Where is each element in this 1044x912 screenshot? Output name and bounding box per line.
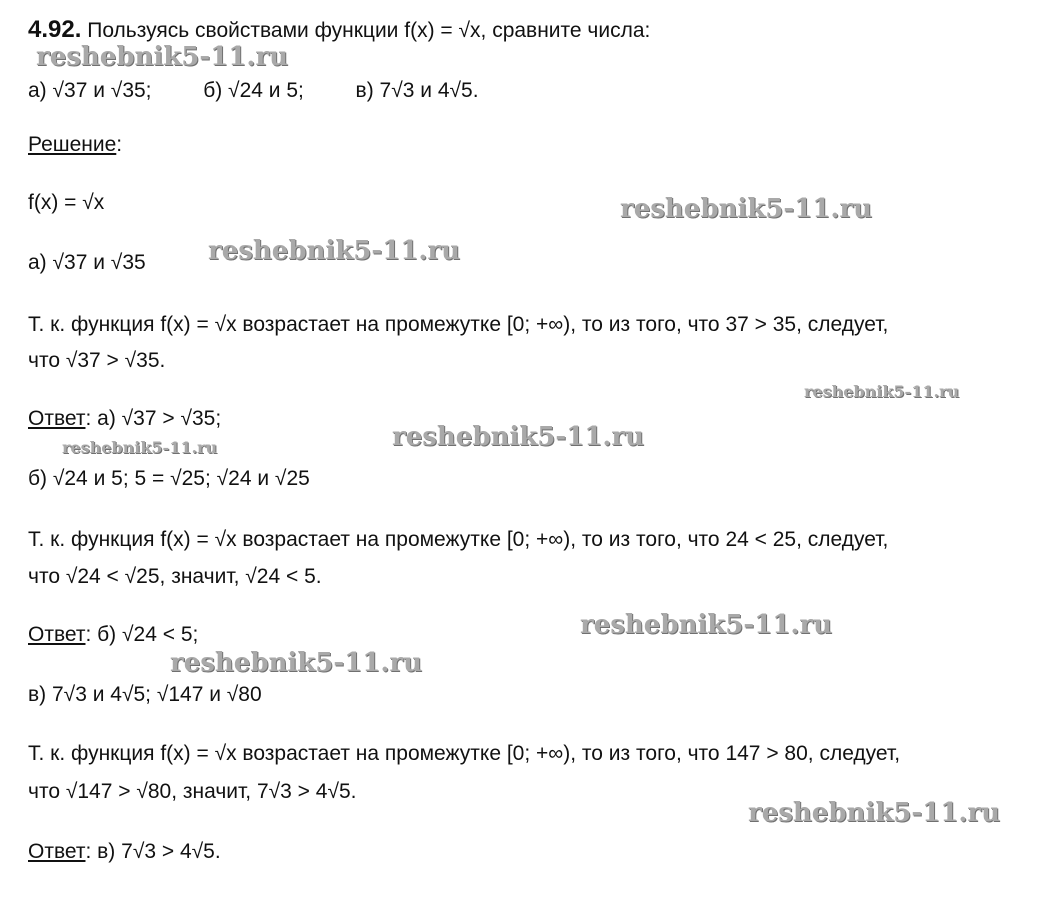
part-c-reason-line-2: что √147 > √80, значит, 7√3 > 4√5.	[28, 780, 357, 803]
part-b-reason-line-1: Т. к. функция f(x) = √x возрастает на промежутке [0; +∞), то из того, что 24 < 25, следует,	[28, 528, 889, 551]
watermark: reshebnik5-11.ru	[620, 194, 873, 224]
watermark: reshebnik5-11.ru	[36, 42, 289, 72]
answer-label: Ответ	[28, 407, 86, 430]
problem-statement: Пользуясь свойствами функции f(x) = √x, сравните числа:	[87, 19, 651, 42]
part-c: в) 7√3 и 4√5.	[355, 79, 479, 102]
solution-heading-colon: :	[116, 133, 123, 156]
watermark: reshebnik5-11.ru	[208, 236, 461, 266]
function-definition: f(x) = √x	[28, 191, 105, 214]
answer-label: Ответ	[28, 623, 86, 646]
watermark: reshebnik5-11.ru	[392, 422, 645, 452]
part-c-reason-line-1: Т. к. функция f(x) = √x возрастает на промежутке [0; +∞), то из того, что 147 > 80, следует,	[28, 742, 901, 765]
part-c-given: в) 7√3 и 4√5; √147 и √80	[28, 683, 262, 706]
part-c-answer	[28, 841, 221, 862]
watermark: reshebnik5-11.ru	[748, 798, 1001, 828]
problem-header	[28, 18, 650, 42]
watermark: reshebnik5-11.ru	[170, 648, 423, 678]
part-b-answer	[28, 624, 198, 645]
watermark: reshebnik5-11.ru	[62, 438, 218, 457]
part-a-reason-line-2: что √37 > √35.	[28, 349, 166, 372]
problem-parts	[28, 80, 479, 101]
watermark: reshebnik5-11.ru	[804, 382, 960, 401]
part-b: б) √24 и 5;	[203, 79, 304, 102]
solution-heading-text: Решение	[28, 133, 117, 156]
solution-heading	[28, 134, 122, 155]
part-a-reason-line-1: Т. к. функция f(x) = √x возрастает на промежутке [0; +∞), то из того, что 37 > 35, следует,	[28, 313, 889, 336]
problem-number: 4.92.	[28, 16, 82, 43]
part-b-reason-line-2: что √24 < √25, значит, √24 < 5.	[28, 565, 322, 588]
part-a-given: а) √37 и √35	[28, 251, 146, 274]
part-a-answer	[28, 408, 221, 429]
part-a-answer-text: : а) √37 > √35;	[85, 407, 222, 430]
answer-label: Ответ	[28, 840, 86, 863]
part-b-given: б) √24 и 5; 5 = √25; √24 и √25	[28, 467, 310, 490]
part-a: а) √37 и √35;	[28, 79, 152, 102]
watermark: reshebnik5-11.ru	[580, 610, 833, 640]
part-b-answer-text: : б) √24 < 5;	[85, 623, 199, 646]
part-c-answer-text: : в) 7√3 > 4√5.	[85, 840, 221, 863]
